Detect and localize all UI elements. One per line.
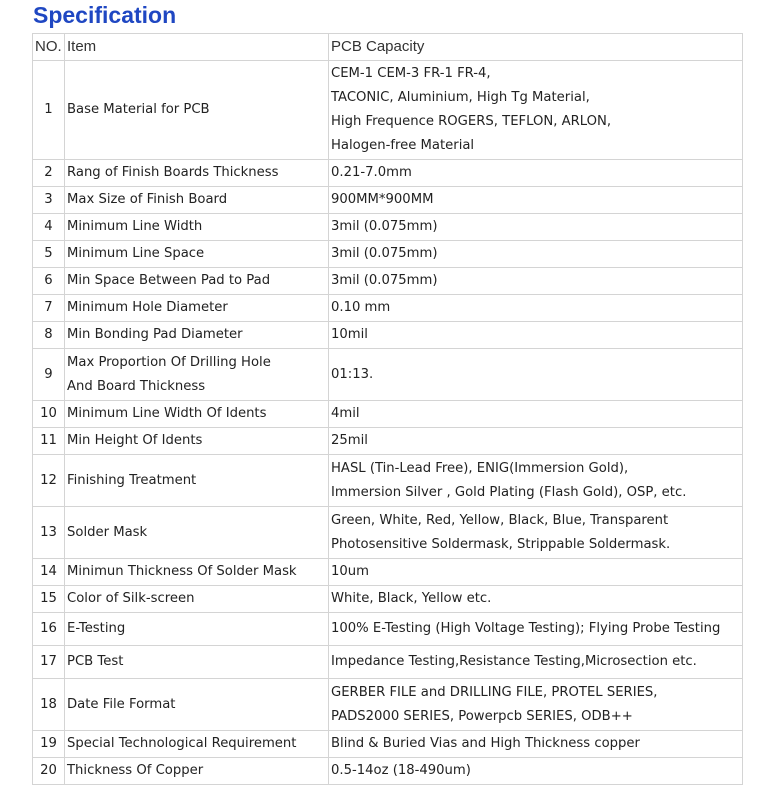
item-cell [65,241,329,268]
capacity-text-line: CEM-1 CEM-3 FR-1 FR-4, [331,66,491,81]
item-text-line: Min Bonding Pad Diameter [67,327,243,342]
item-text-line: Solder Mask [67,524,148,540]
item-text-line: And Board Thickness [67,378,206,394]
capacity-cell [329,268,743,295]
table-row [33,295,743,322]
capacity-text-line: 3mil (0.075mm) [331,246,438,261]
capacity-cell [329,295,743,322]
capacity-text-line: 0.10 mm [331,300,391,315]
capacity-text-line: 10um [331,564,369,579]
item-cell [65,428,329,455]
item-text-line: Min Space Between Pad to Pad [67,273,271,288]
item-text-line: Minimun Thickness Of Solder Mask [67,564,297,579]
table-row [33,613,743,646]
capacity-text-line: Blind & Buried Vias and High Thickness copper [331,736,640,751]
capacity-text-line: 100% E-Testing (High Voltage Testing); Flying Probe Testing [331,621,721,636]
item-text-line: Minimum Line Space [67,246,205,261]
item-cell [65,295,329,322]
capacity-cell [329,187,743,214]
capacity-cell [329,160,743,187]
item-text-line: Max Size of Finish Board [67,192,228,207]
table-row [33,268,743,295]
item-cell [65,758,329,785]
table-row [33,507,743,559]
capacity-cell [329,401,743,428]
item-text-line: Minimum Line Width [67,219,203,234]
row-number: 20 [33,758,65,785]
row-number: 10 [33,401,65,428]
capacity-text-line: GERBER FILE and DRILLING FILE, PROTEL SERIES, [331,684,658,700]
row-number: 13 [33,507,65,559]
item-text-line: Special Technological Requirement [67,736,297,751]
row-number: 19 [33,731,65,758]
page-title: Specification [33,2,177,28]
capacity-cell [329,559,743,586]
item-text-line: Rang of Finish Boards Thickness [67,165,279,180]
capacity-text-line: Green, White, Red, Yellow, Black, Blue, Transparent [331,512,669,528]
capacity-text-line: 3mil (0.075mm) [331,273,438,288]
capacity-cell [329,613,743,646]
table-row [33,322,743,349]
capacity-cell [329,679,743,731]
capacity-text-line: Halogen-free Material [331,138,475,153]
capacity-text-line: TACONIC, Aluminium, High Tg Material, [331,90,590,105]
item-cell [65,61,329,160]
item-text-line: Minimum Hole Diameter [67,300,228,315]
capacity-text-line: 01:13. [331,366,374,382]
item-text-line: Thickness Of Copper [67,763,204,778]
table-row [33,679,743,731]
row-number: 2 [33,160,65,187]
item-cell [65,349,329,401]
row-number: 5 [33,241,65,268]
row-number: 18 [33,679,65,731]
item-text-line: Color of Silk-screen [67,591,195,606]
capacity-cell [329,731,743,758]
item-text-line: Finishing Treatment [67,472,197,488]
capacity-cell [329,586,743,613]
item-cell [65,401,329,428]
item-cell [65,214,329,241]
item-cell [65,455,329,507]
table-row [33,758,743,785]
capacity-text-line: White, Black, Yellow etc. [331,591,492,606]
capacity-cell [329,214,743,241]
capacity-cell [329,61,743,160]
table-row [33,401,743,428]
row-number: 1 [33,61,65,160]
item-text-line: Min Height Of Idents [67,433,203,448]
item-text-line: Date File Format [67,696,176,712]
capacity-text-line: 900MM*900MM [331,192,434,207]
header-item: Item [65,34,329,61]
item-cell [65,679,329,731]
item-cell [65,187,329,214]
capacity-cell [329,455,743,507]
row-number: 15 [33,586,65,613]
item-cell [65,268,329,295]
item-text-line: PCB Test [67,654,124,669]
item-cell [65,559,329,586]
table-row [33,455,743,507]
capacity-text-line: High Frequence ROGERS, TEFLON, ARLON, [331,114,612,129]
capacity-text-line: Photosensitive Soldermask, Strippable Soldermask. [331,536,671,552]
row-number: 3 [33,187,65,214]
capacity-cell [329,241,743,268]
capacity-text-line: 0.5-14oz (18-490um) [331,763,471,778]
item-cell [65,160,329,187]
row-number: 11 [33,428,65,455]
header-no: NO. [33,34,65,61]
row-number: 8 [33,322,65,349]
table-row [33,61,743,160]
capacity-text-line: 3mil (0.075mm) [331,219,438,234]
table-row [33,187,743,214]
capacity-text-line: 4mil [331,406,360,421]
row-number: 17 [33,646,65,679]
item-text-line: Max Proportion Of Drilling Hole [67,354,271,370]
capacity-text-line: Impedance Testing,Resistance Testing,Microsection etc. [331,654,697,669]
table-body [33,61,743,785]
table-row [33,214,743,241]
item-cell [65,646,329,679]
capacity-cell [329,758,743,785]
item-cell [65,507,329,559]
capacity-text-line: 10mil [331,327,368,342]
capacity-text-line: 25mil [331,433,368,448]
row-number: 7 [33,295,65,322]
capacity-cell [329,507,743,559]
item-text-line: Base Material for PCB [67,102,210,117]
table-row [33,731,743,758]
header-capacity: PCB Capacity [329,34,743,61]
capacity-cell [329,322,743,349]
table-row [33,241,743,268]
item-cell [65,586,329,613]
capacity-text-line: 0.21-7.0mm [331,165,412,180]
capacity-text-line: HASL (Tin-Lead Free), ENIG(Immersion Gold), [331,460,629,476]
row-number: 9 [33,349,65,401]
table-row [33,559,743,586]
row-number: 16 [33,613,65,646]
row-number: 4 [33,214,65,241]
item-cell [65,322,329,349]
table-row [33,428,743,455]
table-row [33,160,743,187]
capacity-cell [329,349,743,401]
table-row [33,349,743,401]
capacity-cell [329,646,743,679]
item-cell [65,613,329,646]
capacity-text-line: PADS2000 SERIES, Powerpcb SERIES, ODB++ [331,708,633,724]
capacity-text-line: Immersion Silver , Gold Plating (Flash Gold), OSP, etc. [331,484,687,500]
item-text-line: Minimum Line Width Of Idents [67,406,267,421]
item-text-line: E-Testing [67,621,126,636]
row-number: 12 [33,455,65,507]
item-cell [65,731,329,758]
row-number: 6 [33,268,65,295]
row-number: 14 [33,559,65,586]
capacity-cell [329,428,743,455]
table-row [33,646,743,679]
specification-table [32,33,743,785]
table-row [33,586,743,613]
table-header-row [33,34,743,61]
